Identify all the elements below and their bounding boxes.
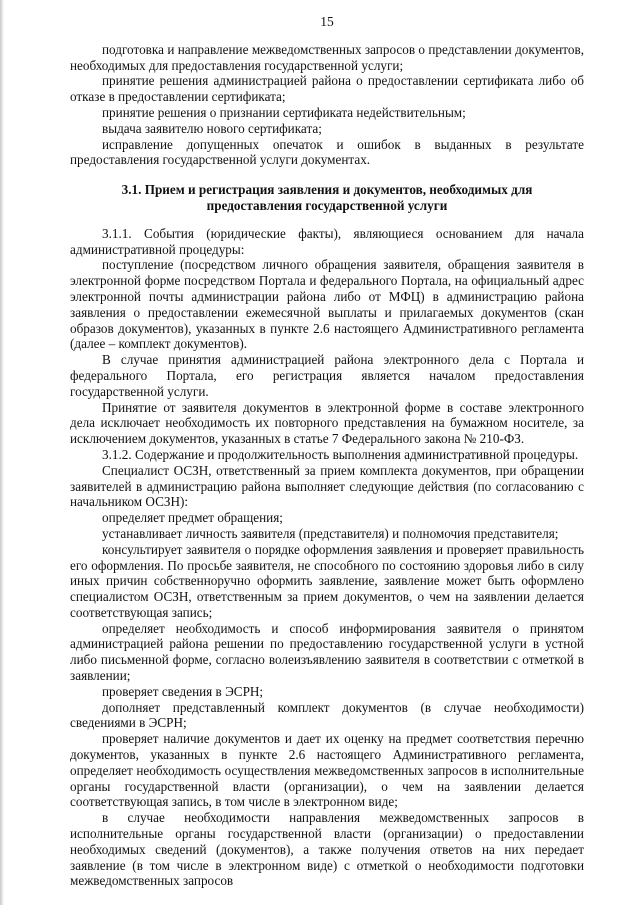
- paragraph: устанавливает личность заявителя (представителя) и полномочия представителя;: [102, 525, 559, 541]
- section-heading-line: предоставления государственной услуги: [206, 197, 448, 213]
- intro-list: [70, 42, 584, 168]
- intro-item: принятие решения о признании сертификата недействительным;: [102, 104, 466, 120]
- paragraph: 3.1.1. События (юридические факты), являющиеся основанием для начала административной процедуры:: [70, 225, 584, 257]
- paragraph: определяет необходимость и способ информирования заявителя о принятом администрацией района решении по предоставлению государственной услуги в устной либо письменной форме, согласно волеизъявлению заявителя в соответствии с отметкой в заявлении;: [70, 620, 584, 684]
- section-heading-line: 3.1. Прием и регистрация заявления и документов, необходимых для: [121, 182, 533, 198]
- section-heading: [70, 182, 584, 214]
- paragraph: проверяет наличие документов и дает их оценку на предмет соответствия перечню документов, указанных в пункте 2.6 настоящего Административного регламента, определяет необходимость осуществления межведомственных запросов в исполнительные органы государственной власти (организации), о чем на заявлении делается соответствующая запись, в том числе в электронном виде;: [70, 731, 584, 810]
- section-body: [70, 226, 584, 889]
- paragraph: проверяет сведения в ЭСРН;: [102, 683, 264, 699]
- paragraph: консультирует заявителя о порядке оформления заявления и проверяет правильность его оформления. По просьбе заявителя, не способного по состоянию здоровья либо в силу иных причин собственноручно оформить заявление, заявление может быть оформлено специалистом ОСЗН, ответственным за прием документов, о чем на заявлении делается соответствующая запись;: [70, 541, 584, 620]
- paragraph: поступление (посредством личного обращения заявителя, обращения заявителя в электронной форме посредством Портала и федерального Портала, на официальный адрес электронной почты администрации района либо от МФЦ) в администрацию района заявления о предоставлении ежемесячной выплаты и прилагаемых документов (скан образов документов), указанных в пункте 2.6 настоящего Административного регламента (далее – комплект документов).: [70, 257, 584, 352]
- scan-left-edge: [0, 0, 4, 905]
- spacer: [70, 168, 584, 182]
- intro-item: принятие решения администрацией района о предоставлении сертификата либо об отказе в предоставлении сертификата;: [70, 73, 584, 105]
- paragraph: в случае необходимости направления межведомственных запросов в исполнительные органы государственной власти (организации) о предоставлении необходимых сведений (документов), а также получения ответов на них передает заявление (в том числе в электронном виде) с отметкой о необходимости подготовки межведомственных запросов: [70, 810, 584, 889]
- paragraph: определяет предмет обращения;: [102, 510, 283, 526]
- paragraph: Специалист ОСЗН, ответственный за прием комплекта документов, при обращении заявителей в администрацию района выполняет следующие действия (по согласованию с начальником ОСЗН):: [70, 462, 584, 510]
- page-number: 15: [320, 14, 334, 29]
- paragraph: дополняет представленный комплект документов (в случае необходимости) сведениями в ЭСРН;: [70, 699, 584, 731]
- intro-item: исправление допущенных опечаток и ошибок в выданных в результате предоставления государственной услуги документах.: [70, 136, 584, 168]
- paragraph: 3.1.2. Содержание и продолжительность выполнения административной процедуры.: [102, 446, 579, 462]
- paragraph: В случае принятия администрацией района электронного дела с Портала и федерального Портала, его регистрация является началом предоставления государственной услуги.: [70, 352, 584, 399]
- intro-item: подготовка и направление межведомственных запросов о представлении документов, необходимых для предоставления государственной услуги;: [70, 41, 584, 73]
- paragraph: Принятие от заявителя документов в электронной форме в составе электронного дела исключает необходимость их повторного представления на бумажном носителе, за исключением документов, указанных в статье 7 Федерального закона № 210-ФЗ.: [70, 399, 584, 447]
- intro-item: выдача заявителю нового сертификата;: [102, 120, 322, 136]
